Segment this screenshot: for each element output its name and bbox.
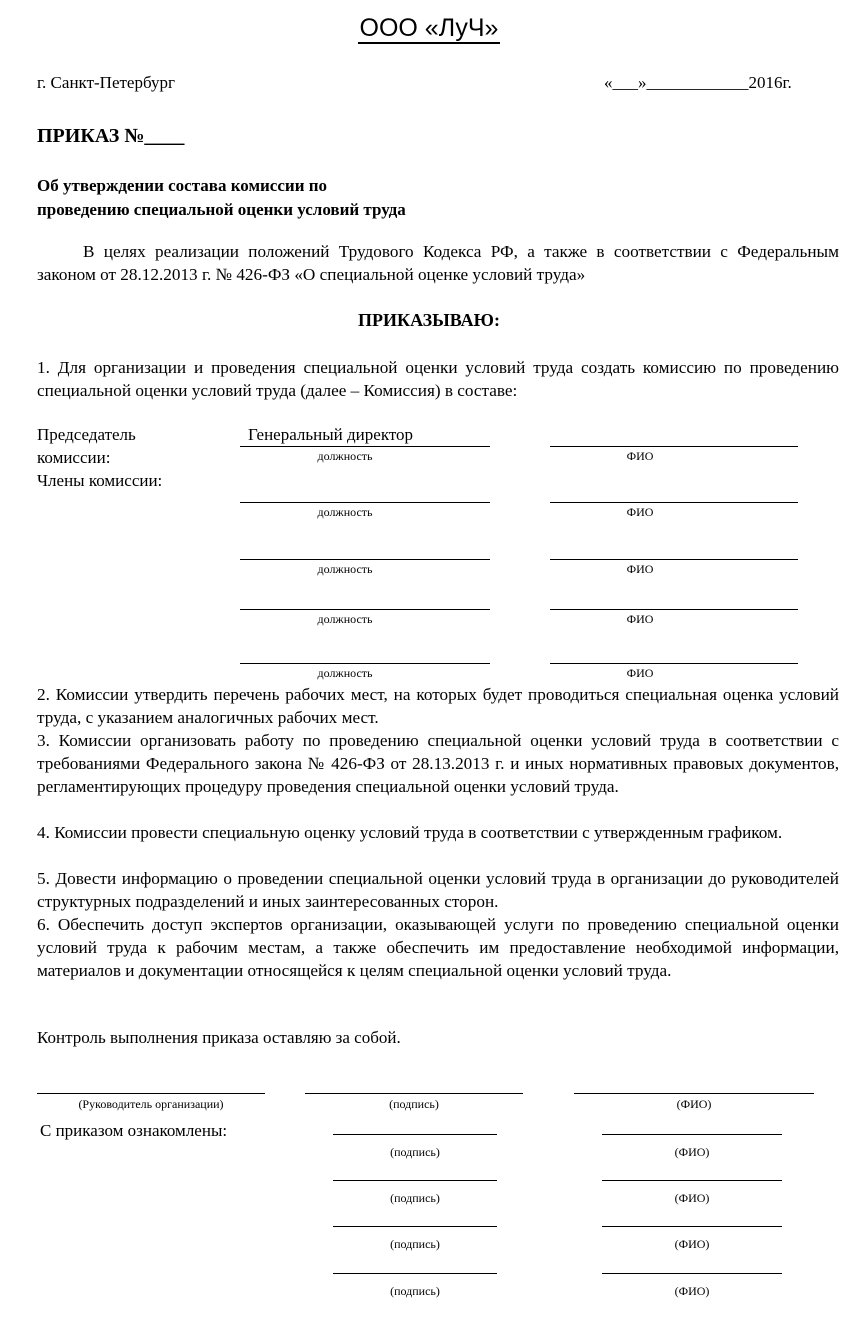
position-caption: должность: [317, 505, 373, 519]
fio-caption: ФИО: [626, 505, 654, 519]
order-title: ПРИКАЗ №____: [37, 125, 185, 147]
head-fio-caption: (ФИО): [676, 1097, 712, 1111]
acquainted-signature-line[interactable]: [333, 1134, 497, 1135]
city: г. Санкт-Петербург: [37, 73, 175, 92]
fio-line[interactable]: [550, 446, 798, 447]
position-line[interactable]: [240, 502, 490, 503]
position-line[interactable]: [240, 559, 490, 560]
position-line[interactable]: [240, 446, 490, 447]
preamble: В целях реализации положений Трудового Кодекса РФ, а также в соответствии с Федеральным законом от 28.12.2013 г. № 426-ФЗ «О специальной оценке условий труда»: [37, 242, 839, 284]
fio-caption: ФИО: [626, 666, 654, 680]
head-title-line[interactable]: [37, 1093, 265, 1094]
fio-caption: ФИО: [626, 449, 654, 463]
position-caption: должность: [317, 562, 373, 576]
date: «___»____________2016г.: [604, 73, 792, 92]
position-line[interactable]: [240, 609, 490, 610]
position-caption: должность: [317, 666, 373, 680]
item-4: 4. Комиссии провести специальную оценку условий труда в соответствии с утвержденным графиком.: [37, 823, 783, 842]
fio-line[interactable]: [550, 609, 798, 610]
item-3: 3. Комиссии организовать работу по проведению специальной оценки условий труда в соответствии с требованиями Федерального закона № 426-ФЗ от 28.13.2013 г. и иных нормативных правовых документов, регламентирующих процедуру проведения специальной оценки условий труда.: [37, 731, 839, 796]
head-caption: (Руководитель организации): [78, 1097, 224, 1111]
item-5: 5. Довести информацию о проведении специальной оценки условий труда в организации до руководителей структурных подразделений и иных заинтересованных сторон.: [37, 869, 839, 911]
position-caption: должность: [317, 612, 373, 626]
item-6: 6. Обеспечить доступ экспертов организации, оказывающей услуги по проведению специальной оценки условий труда к рабочим местам, а также обеспечить им предоставление необходимой информации, материалов и документации относящейся к целям специальной оценки условий труда.: [37, 915, 839, 980]
fio-line[interactable]: [550, 663, 798, 664]
fio-caption: ФИО: [626, 562, 654, 576]
acquainted-label: С приказом ознакомлены:: [40, 1121, 228, 1140]
acquainted-sign-caption: (подпись): [390, 1284, 440, 1298]
fio-line[interactable]: [550, 502, 798, 503]
acquainted-fio-line[interactable]: [602, 1273, 782, 1274]
fio-line[interactable]: [550, 559, 798, 560]
acquainted-sign-caption: (подпись): [390, 1191, 440, 1205]
members-label: Члены комиссии:: [37, 471, 163, 490]
head-signature-line[interactable]: [305, 1093, 523, 1094]
acquainted-fio-caption: (ФИО): [674, 1237, 710, 1251]
subject-line-2: проведению специальной оценки условий труда: [37, 200, 406, 219]
acquainted-signature-line[interactable]: [333, 1226, 497, 1227]
acquainted-sign-caption: (подпись): [390, 1237, 440, 1251]
chair-label: Председатель: [37, 425, 136, 444]
acquainted-fio-caption: (ФИО): [674, 1191, 710, 1205]
acquainted-fio-line[interactable]: [602, 1134, 782, 1135]
acquainted-signature-line[interactable]: [333, 1273, 497, 1274]
acquainted-sign-caption: (подпись): [390, 1145, 440, 1159]
order-verb: ПРИКАЗЫВАЮ:: [358, 310, 500, 330]
acquainted-fio-line[interactable]: [602, 1226, 782, 1227]
subject-line-1: Об утверждении состава комиссии по: [37, 176, 328, 195]
organization-name: ООО «ЛуЧ»: [359, 14, 499, 42]
control-statement: Контроль выполнения приказа оставляю за собой.: [37, 1028, 401, 1047]
acquainted-signature-line[interactable]: [333, 1180, 497, 1181]
head-sign-caption: (подпись): [389, 1097, 439, 1111]
acquainted-fio-line[interactable]: [602, 1180, 782, 1181]
order-subject: [37, 174, 557, 222]
item-1: 1. Для организации и проведения специальной оценки условий труда создать комиссию по проведению специальной оценки условий труда (далее – Комиссия) в составе:: [37, 358, 839, 400]
head-fio-line[interactable]: [574, 1093, 814, 1094]
fio-caption: ФИО: [626, 612, 654, 626]
position-caption: должность: [317, 449, 373, 463]
chair-position-value: Генеральный директор: [248, 425, 414, 444]
acquainted-fio-caption: (ФИО): [674, 1284, 710, 1298]
item-2: 2. Комиссии утвердить перечень рабочих мест, на которых будет проводиться специальная оценка условий труда, с указанием аналогичных рабочих мест.: [37, 685, 839, 727]
chair-label-2: комиссии:: [37, 448, 111, 467]
position-line[interactable]: [240, 663, 490, 664]
acquainted-fio-caption: (ФИО): [674, 1145, 710, 1159]
